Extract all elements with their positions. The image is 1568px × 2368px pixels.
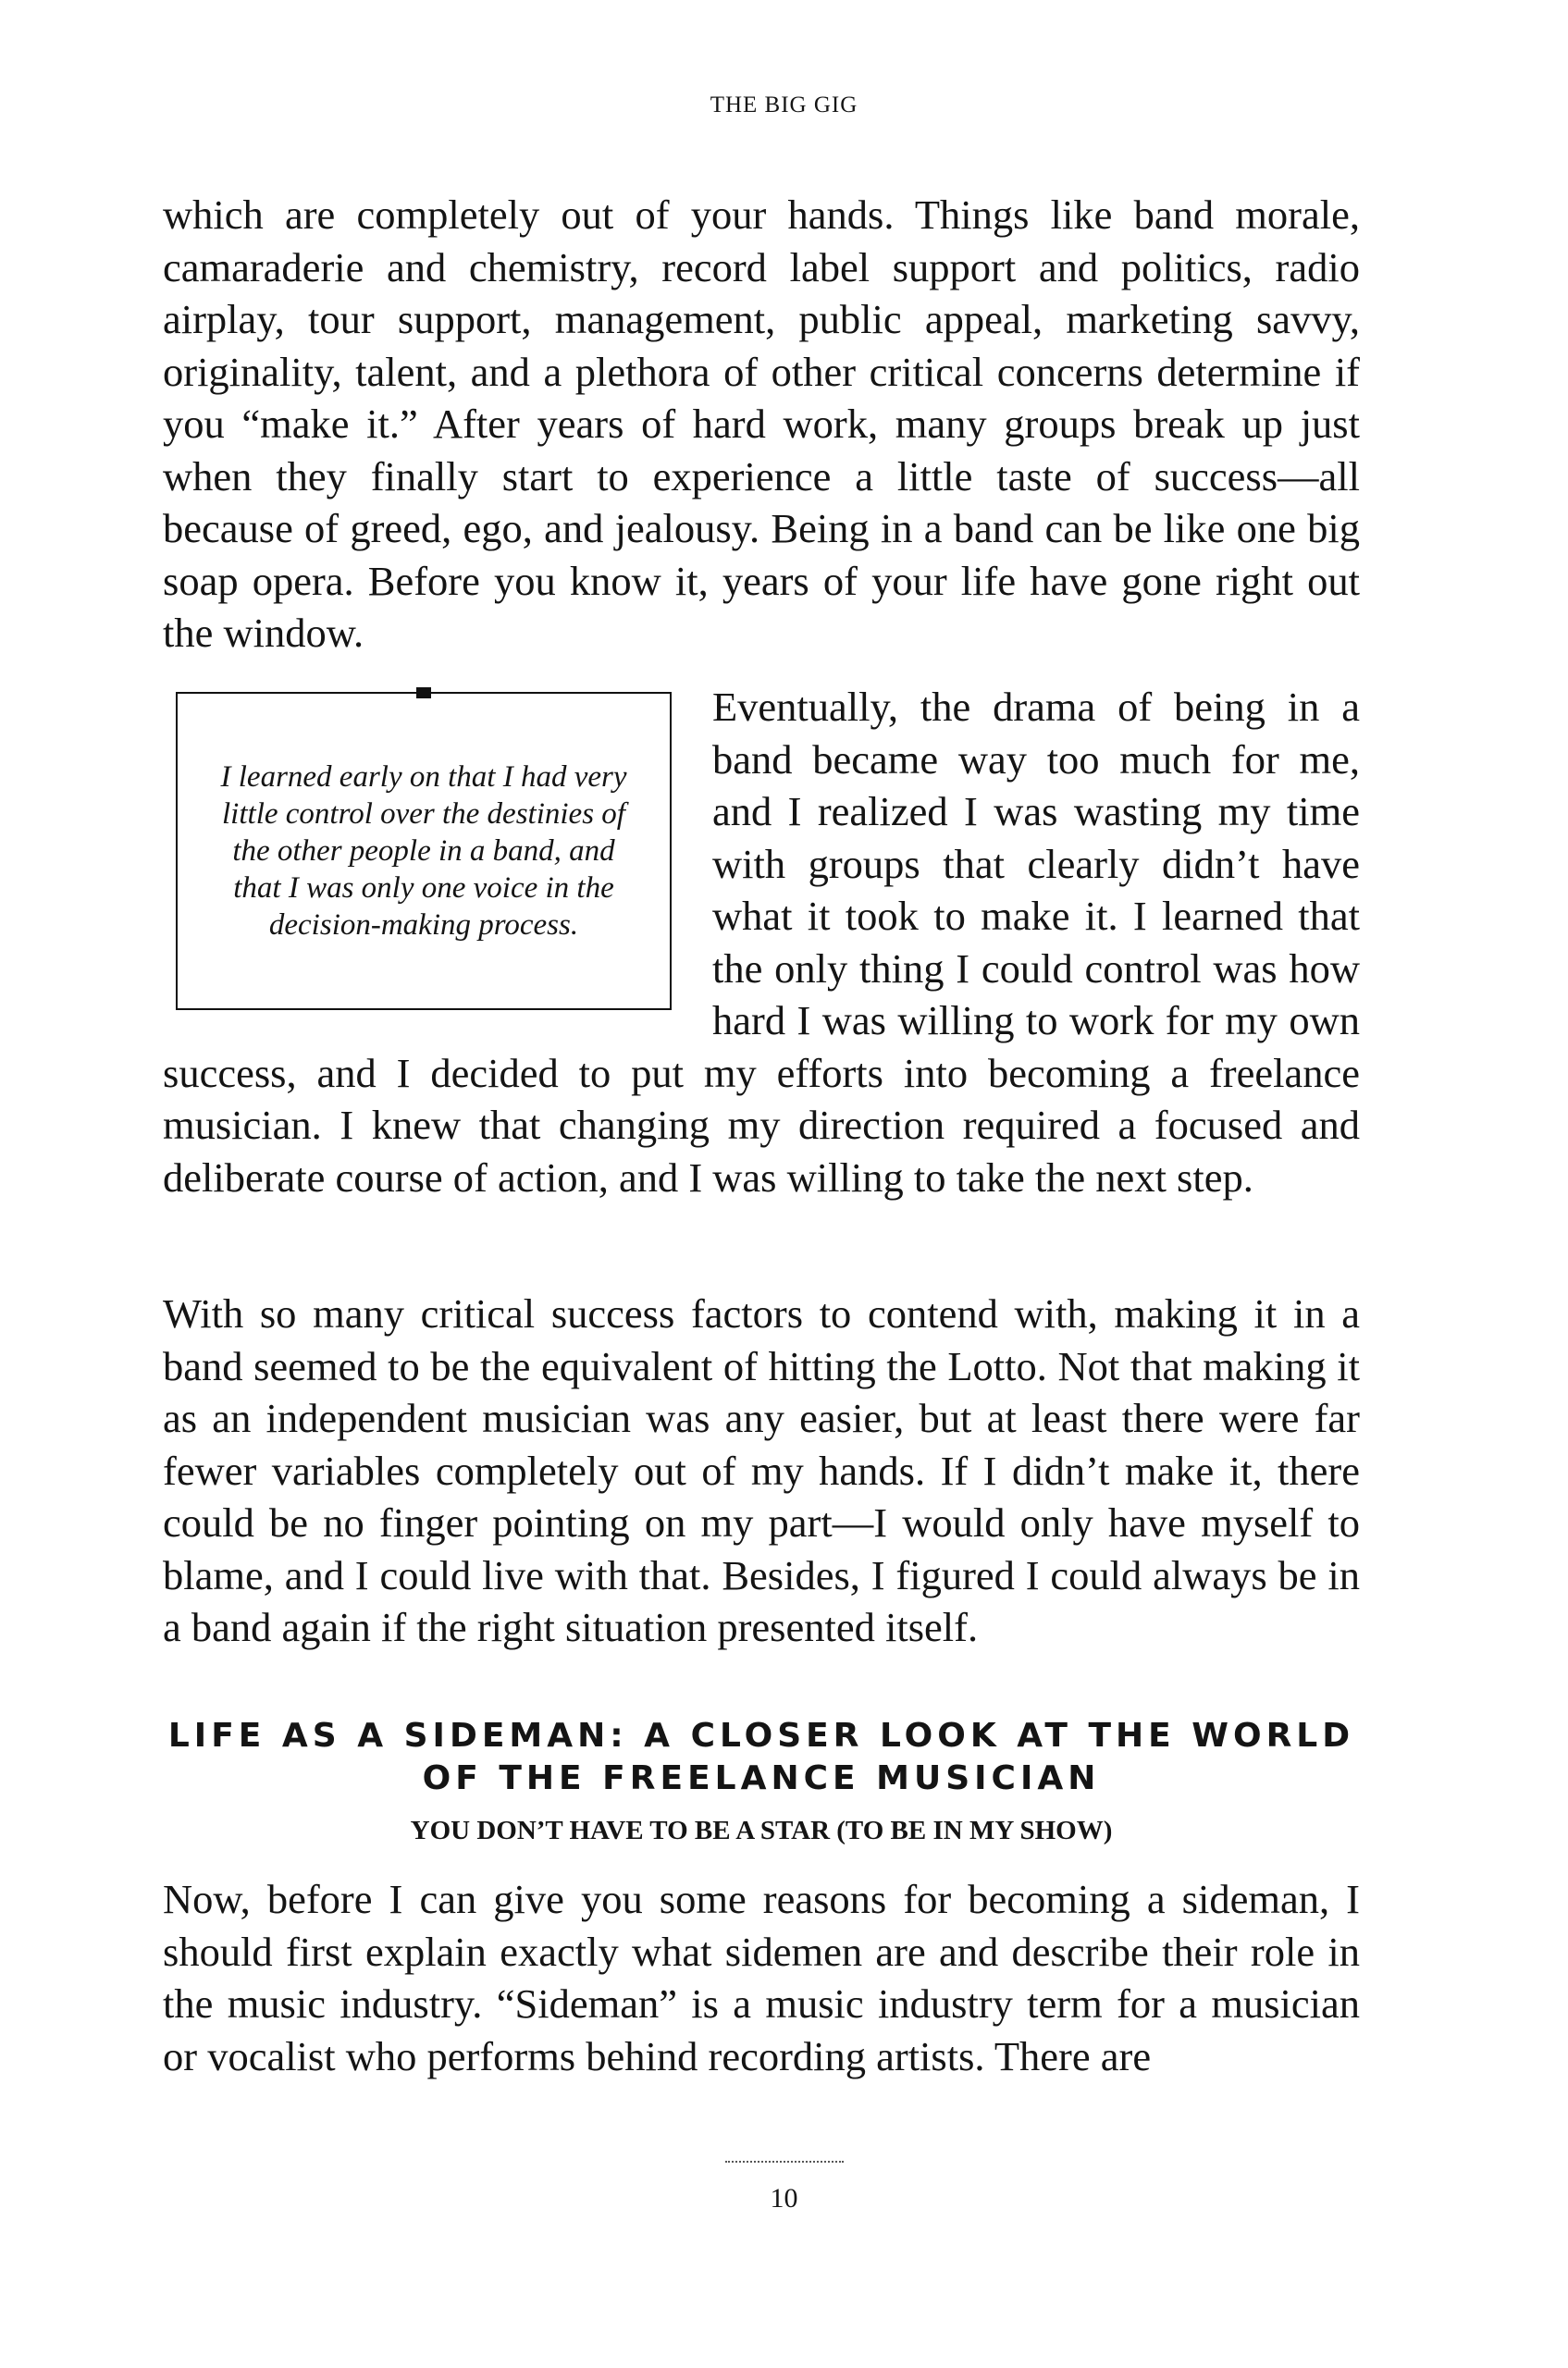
pull-quote-marker (416, 687, 431, 698)
body-paragraph-4: Now, before I can give you some reasons for becoming a sideman, I should first explain exactly what sidemen are and describe their role in the music industry. “Sideman” is a music industry term for a musician or vocalist who performs behind recording artists. There are (163, 1876, 1360, 2079)
body-paragraph-2: Eventually, the drama of being in a band became way too much for me, and I realized I was wasting my time with groups that clearly didn’t have what it took to make it. I learned that the only thing I could control was how hard I was willing to work for my own success, and I decided to put my efforts into becoming a freelance musician. I knew that changing my direction required a focused and deliberate course of action, and I was willing to take the next step. (163, 684, 1360, 1201)
body-paragraph-3: With so many critical success factors to contend with, making it in a band seemed to be the equivalent of hitting the Lotto. Not that making it as an independent musician was any easier, but at least there were far fewer variables completely out of my hands. If I didn’t make it, there could be no finger pointing on my part—I would only have myself to blame, and I could live with that. Besides, I figured I could always be in a band again if the right situation presented itself. (163, 1290, 1360, 1650)
subheading: YOU DON’T HAVE TO BE A STAR (TO BE IN MY SHOW) (410, 1816, 1113, 1845)
section-heading: LIFE AS A SIDEMAN: A CLOSER LOOK AT THE WORLD OF THE FREELANCE MUSICIAN (167, 1717, 1355, 1797)
running-head: THE BIG GIG (710, 92, 858, 117)
pull-quote-wrap (163, 681, 1360, 1203)
footer-divider (725, 2161, 844, 2163)
page-number: 10 (770, 2183, 798, 2214)
body-paragraph-1: which are completely out of your hands. Things like band morale, camaraderie and chemistry, record label support and politics, radio airplay, tour support, management, public appeal, marketing savvy, originality, talent, and a plethora of other critical concerns determine if you “make it.” After years of hard work, many groups break up just when they finally start to experience a little taste of success—all because of greed, ego, and jealousy. Being in a band can be like one big soap opera. Before you know it, years of your life have gone right out the window. (163, 191, 1360, 656)
pull-quote-box (176, 692, 672, 1010)
pull-quote-text: I learned early on that I had very little control over the destinies of the other people in a band, and that I was only one voice in the decision-making process. (220, 760, 627, 942)
